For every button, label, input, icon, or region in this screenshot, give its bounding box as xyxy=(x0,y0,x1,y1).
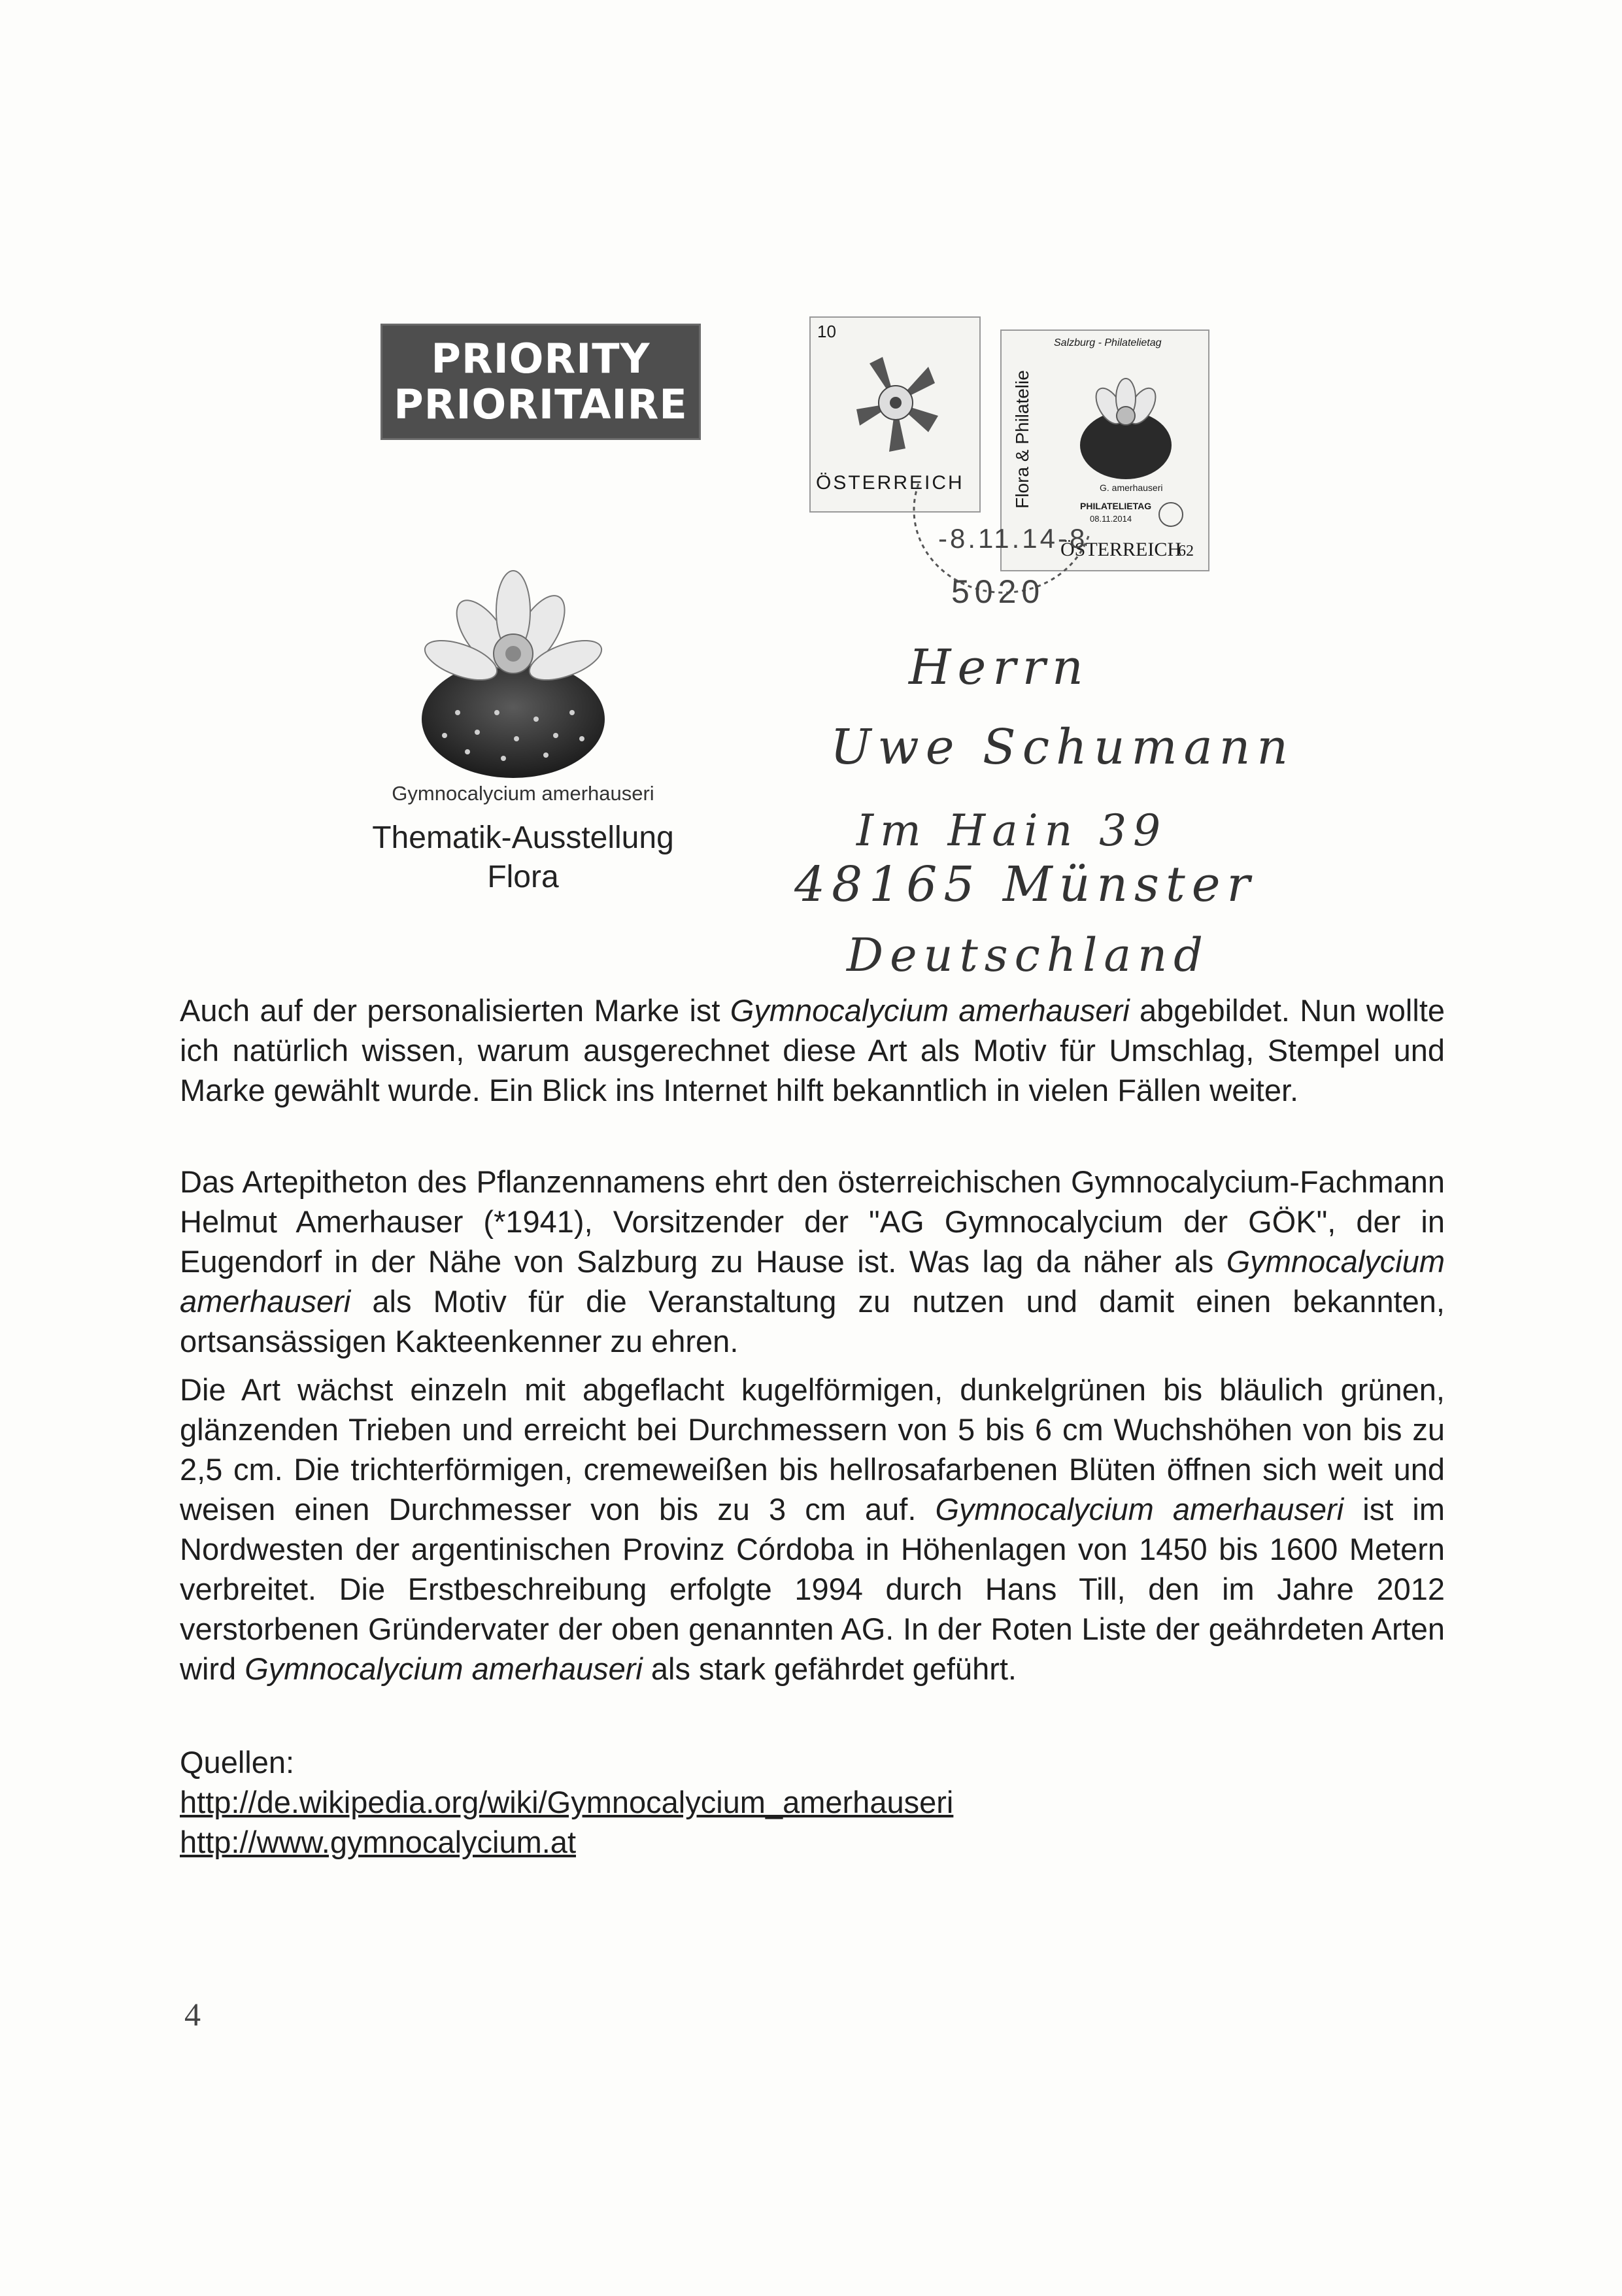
p2-text-c: als Motiv für die Veranstaltung zu nutzen und damit einen bekannten, ortsansässigen Kakteenkenner zu ehren. xyxy=(180,1284,1445,1359)
stamp-side-text: Flora & Philatelie xyxy=(1012,370,1032,509)
stamp-value: 10 xyxy=(817,322,836,341)
stamp-event: PHILATELIETAG xyxy=(1080,501,1152,511)
p2-text-a: Das Artepitheton des Pflanzennamens ehrt den österreichischen Gymnocalycium-Fachmann Helmut Amerhauser (*1941), Vorsitzender der "AG Gymnocalycium der GÖK", der in Eugendorf in der Nähe von Salzburg zu Hause ist. Was lag da näher als xyxy=(180,1164,1445,1279)
postmark xyxy=(892,458,1102,628)
exhibition-theme: Flora xyxy=(487,860,559,894)
stamp-event-date: 08.11.2014 xyxy=(1090,514,1132,524)
postmark-date: -8.11.14-8 xyxy=(938,523,1088,554)
sources xyxy=(180,1742,953,1862)
postmark-postcode: 5020 xyxy=(951,573,1045,610)
stamp-value-right: 62 xyxy=(1178,543,1194,560)
p3-text-e: als stark gefährdet geführt. xyxy=(642,1651,1017,1686)
source-link-wikipedia[interactable]: http://de.wikipedia.org/wiki/Gymnocalycium_amerhauseri xyxy=(180,1785,954,1819)
cactus-picture xyxy=(405,562,621,778)
sources-heading: Quellen: xyxy=(180,1745,295,1780)
picture-caption-exhibition xyxy=(327,819,719,897)
stamp-plant-caption: G. amerhauseri xyxy=(1100,482,1163,493)
source-link-gymnocalycium[interactable]: http://www.gymnocalycium.at xyxy=(180,1825,576,1859)
p1-text-a: Auch auf der personalisierten Marke ist xyxy=(180,993,730,1028)
flower-icon xyxy=(830,337,961,468)
address-country: Deutschland xyxy=(847,928,1209,982)
stamp-header: Salzburg - Philatelietag xyxy=(1054,337,1162,348)
p3-text-c: ist im Nordwesten der argentinischen Provinz Córdoba in Höhenlagen von 1450 bis 1600 Metern verbreitet. Die Erstbeschreibung erfolgte 1994 durch Hans Till, den im Jahre 2012 verstorbenen Gründervater der oben genannten AG. In der Roten Liste der geährdeten Arten wird xyxy=(180,1492,1445,1686)
p1-species: Gymnocalycium amerhauseri xyxy=(730,993,1130,1028)
stamp-country-right: ÖSTERREICH xyxy=(1060,539,1182,560)
address-name: Uwe Schumann xyxy=(830,719,1295,775)
address-city: 48165 Münster xyxy=(794,856,1257,913)
stamp-country: ÖSTERREICH xyxy=(816,472,964,494)
paragraph-1 xyxy=(180,990,1445,1110)
emblem-icon xyxy=(1158,502,1183,527)
p3-text-a: Die Art wächst einzeln mit abgeflacht kugelförmigen, dunkelgrünen bis bläulich grünen, glänzenden Trieben und erreicht bei Durchmessern von 5 bis 6 cm Wuchshöhen von bis zu 2,5 cm. Die trichterförmigen, cremeweißen bis hellrosafarbenen Blüten öffnen sich weit und weisen einen Durchmesser von bis zu 3 cm auf. xyxy=(180,1372,1445,1527)
p3-species-2: Gymnocalycium amerhauseri xyxy=(245,1651,643,1686)
priority-label-line2: PRIORITAIRE xyxy=(394,380,688,428)
priority-label-line1: PRIORITY xyxy=(431,335,650,382)
address-salutation: Herrn xyxy=(909,639,1090,696)
paragraph-3 xyxy=(180,1370,1445,1689)
page-number: 4 xyxy=(184,1996,201,2033)
p1-text-c: abgebildet. Nun wollte ich natürlich wissen, warum ausgerechnet diese Art als Motiv für Umschlag, Stempel und Marke gewählt wurde. Ein Blick ins Internet hilft bekanntlich in vielen Fällen weiter. xyxy=(180,993,1445,1107)
p2-species: Gymnocalycium amerhauseri xyxy=(180,1244,1445,1319)
exhibition-title: Thematik-Ausstellung xyxy=(372,820,674,855)
paragraph-2 xyxy=(180,1162,1445,1361)
picture-caption-species: Gymnocalycium amerhauseri xyxy=(392,782,654,805)
p3-species: Gymnocalycium amerhauseri xyxy=(935,1492,1344,1527)
priority-label xyxy=(380,324,701,440)
address-street: Im Hain 39 xyxy=(856,805,1168,856)
